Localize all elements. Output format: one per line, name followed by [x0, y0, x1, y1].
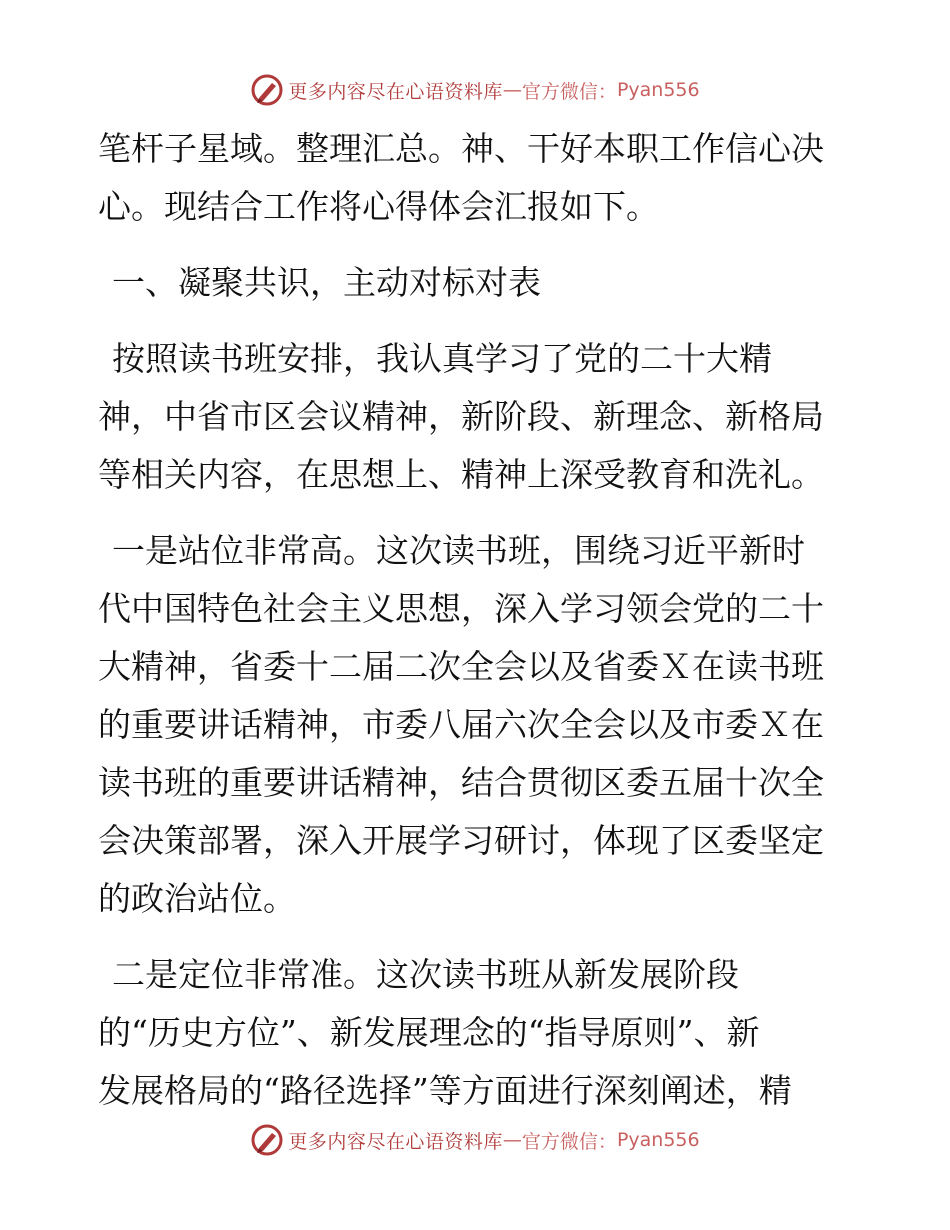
text-line: 二是定位非常准。这次读书班从新发展阶段 [112, 955, 739, 994]
paragraph-point-one [98, 522, 858, 928]
watermark-header [0, 70, 950, 110]
body-text [98, 120, 858, 1120]
banner-account: Pyan556 [616, 1129, 700, 1151]
text-line: 读书班的重要讲话精神，结合贯彻区委五届十次全 [98, 763, 824, 802]
pen-logo-icon [250, 1123, 284, 1157]
text-line: 按照读书班安排，我认真学习了党的二十大精 [112, 339, 772, 378]
paragraph-point-two [98, 946, 858, 1120]
text-line: 心。现结合工作将心得体会汇报如下。 [98, 187, 659, 226]
banner-account: Pyan556 [616, 79, 700, 101]
text-line: 会决策部署，深入开展学习研讨，体现了区委坚定 [98, 821, 824, 860]
banner-dash: — [502, 79, 522, 101]
text-line: 神，中省市区会议精神，新阶段、新理念、新格局 [98, 397, 824, 436]
text-line: 的“历史方位”、新发展理念的“指导原则”、新 [98, 1013, 760, 1052]
banner-dash: — [502, 1129, 522, 1151]
text-line: 的政治站位。 [98, 879, 296, 918]
banner-side-text: 官方微信： [521, 1130, 617, 1153]
text-line: 发展格局的“路径选择”等方面进行深刻阐述，精 [98, 1071, 792, 1110]
text-line: 笔杆子星域。整理汇总。神、干好本职工作信心决 [98, 129, 824, 168]
heading-line: 一、凝聚共识，主动对标对表 [112, 263, 541, 302]
banner-side-text: 官方微信： [521, 80, 617, 103]
banner-main-text: 更多内容尽在心语资料库 [288, 1130, 503, 1153]
watermark-footer [0, 1120, 950, 1160]
section-heading [98, 254, 858, 312]
text-line: 等相关内容，在思想上、精神上深受教育和洗礼。 [98, 455, 824, 494]
text-line: 大精神，省委十二届二次全会以及省委Ｘ在读书班 [98, 647, 824, 686]
text-line: 一是站位非常高。这次读书班，围绕习近平新时 [112, 531, 805, 570]
banner-main-text: 更多内容尽在心语资料库 [288, 80, 503, 103]
text-line: 的重要讲话精神，市委八届六次全会以及市委Ｘ在 [98, 705, 824, 744]
pen-logo-icon [250, 73, 284, 107]
text-line: 代中国特色社会主义思想，深入学习领会党的二十 [98, 589, 824, 628]
paragraph-intro [98, 120, 858, 236]
paragraph-study [98, 330, 858, 504]
